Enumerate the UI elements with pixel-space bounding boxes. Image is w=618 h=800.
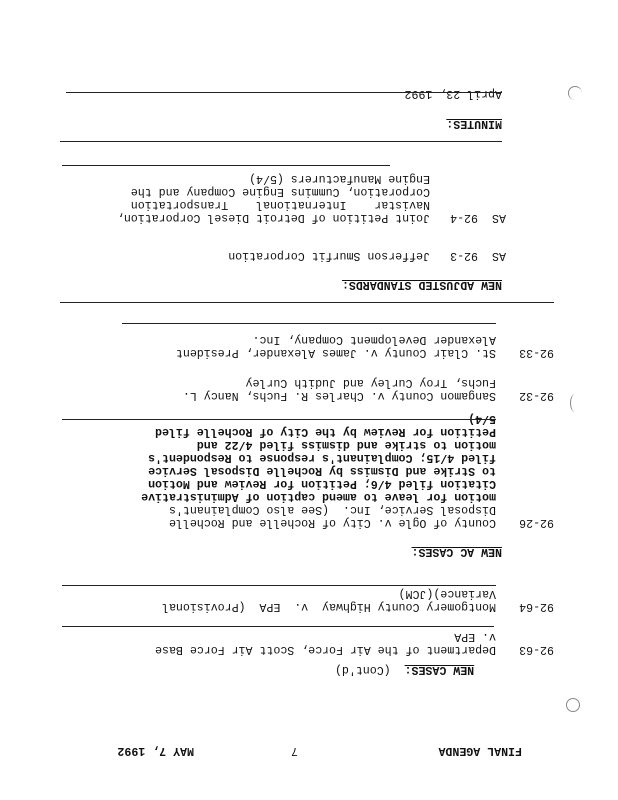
as-92-4-line-1: Joint Petition of Detroit Diesel Corporation,	[116, 211, 430, 224]
new-cases-heading: NEW CASES:	[404, 663, 475, 676]
case-divider	[122, 323, 496, 324]
punch-hole-middle	[570, 394, 580, 412]
new-cases-cont: (Cont'd)	[334, 663, 391, 676]
punch-hole-bottom	[568, 86, 582, 100]
case-92-33-line-1: St. Clair County v. James Alexander, President	[175, 346, 496, 359]
section-divider	[60, 302, 554, 303]
case-92-33-line-2: Alexander Development Company, Inc.	[252, 333, 496, 346]
as-92-3-line-1: Jefferson Smurfit Corporation	[228, 249, 430, 262]
case-number-92-26: 92-26	[519, 516, 554, 529]
case-92-63-line-2: v. EPA	[454, 630, 496, 643]
as-number-92-3: 92-3	[450, 249, 478, 262]
case-number-92-32: 92-32	[519, 389, 554, 402]
case-92-26-line-6: filed 4/15; Complainant's response to Respondent's	[148, 451, 496, 464]
new-adjusted-standards-heading: NEW ADJUSTED STANDARDS:	[341, 278, 502, 291]
minutes-divider	[66, 92, 502, 93]
case-92-26-line-3: motion for leave to amend caption of Administrative	[141, 490, 496, 503]
case-92-64-line-2: Variance)(JCM)	[398, 587, 496, 600]
as-prefix-92-4: AS	[492, 211, 506, 224]
case-92-26-line-1: County of Ogle v. City of Rochelle and Rochelle	[169, 516, 496, 529]
as-92-4-line-2: Navistar International Transportation	[130, 198, 430, 211]
case-divider	[62, 626, 494, 627]
case-92-26-line-5: to Strike and Dismiss by Rochelle Disposal Service	[148, 464, 496, 477]
page-number: 7	[291, 744, 298, 757]
case-92-26-line-8: Petition for Review by the City of Rochelle filed	[155, 425, 496, 438]
case-number-92-63: 92-63	[519, 643, 554, 656]
new-ac-cases-heading: NEW AC CASES:	[411, 545, 502, 558]
as-prefix-92-3: AS	[492, 249, 506, 262]
section-divider	[60, 141, 502, 142]
case-92-26-line-7: motion to strike and dismiss filed 4/22 and	[196, 438, 496, 451]
as-92-4-line-4: Engine Manufacturers (5/4)	[249, 172, 430, 185]
minutes-date: April 23, 1992	[404, 87, 502, 100]
minutes-heading: MINUTES:	[446, 117, 502, 130]
case-92-32-line-2: Fuchs, Troy Curley and Judith Curley	[245, 376, 496, 389]
case-92-26-line-4: Citation filed 4/6; Petition for Review and Motion	[148, 477, 496, 490]
agenda-title: FINAL AGENDA	[438, 744, 522, 757]
case-92-32-line-1: Sangamon County v. Charles R. Fuchs, Nancy L.	[182, 389, 496, 402]
punch-hole-top	[566, 698, 580, 712]
case-number-92-33: 92-33	[519, 346, 554, 359]
case-divider	[62, 585, 496, 586]
case-divider	[62, 419, 496, 420]
as-number-92-4: 92-4	[450, 211, 478, 224]
case-92-26-line-2: Disposal Service, Inc. (See also Complainant's	[169, 503, 496, 516]
case-92-63-line-1: Department of the Air Force, Scott Air Force Base	[155, 643, 496, 656]
as-92-4-line-3: Corporation, Cummins Engine Company and the	[130, 185, 430, 198]
case-92-64-line-1: Montgomery County Highway v. EPA (Provisional	[162, 600, 496, 613]
agenda-date: MAY 7, 1992	[117, 744, 194, 757]
case-number-92-64: 92-64	[519, 600, 554, 613]
case-92-26-line-9: 5/4)	[468, 412, 496, 425]
case-divider	[62, 165, 390, 166]
